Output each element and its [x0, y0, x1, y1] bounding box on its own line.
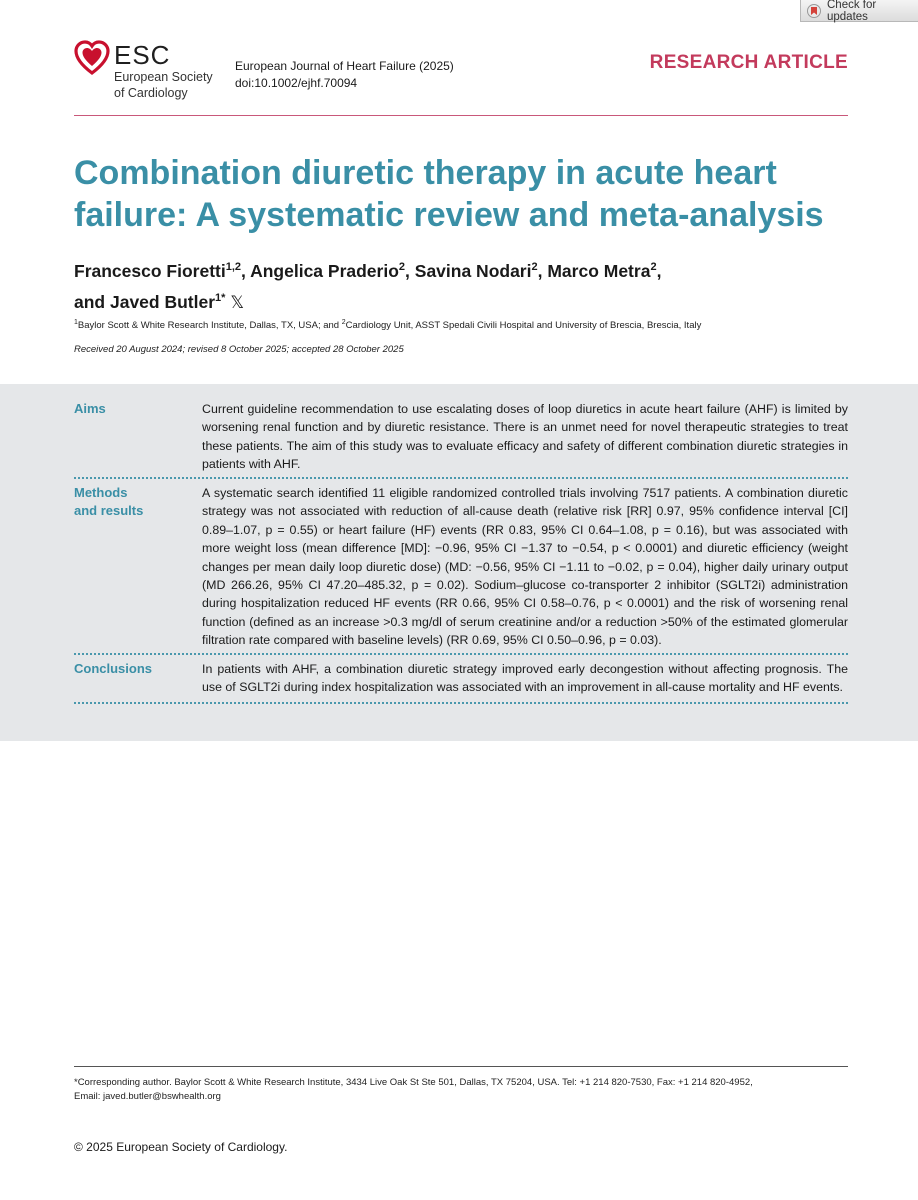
section-divider: [74, 653, 848, 655]
affiliation-text: Baylor Scott & White Research Institute, Dallas, TX, USA; and: [77, 320, 342, 332]
check-for-updates-label: Check for updates: [827, 0, 877, 23]
author-separator: ,: [537, 260, 548, 281]
conclusions-text: In patients with AHF, a combination diuretic strategy improved early decongestion without affecting prognosis. The use of SGLT2i during index hospitalization was associated with an improvement in all-cause mortality and HF events.: [202, 662, 848, 695]
logo-name-line2: of Cardiology: [114, 86, 188, 100]
affiliation-text: Cardiology Unit, ASST Spedali Civili Hospital and University of Brescia, Brescia, Italy: [345, 320, 702, 332]
esc-logo: [74, 40, 213, 100]
journal-name: European Journal of Heart Failure (2025): [235, 59, 454, 73]
crossmark-icon: [807, 4, 821, 18]
methods-heading-line1: Methods: [74, 485, 128, 500]
methods-heading-line2: and results: [74, 503, 144, 518]
aims-text: Current guideline recommendation to use escalating doses of loop diuretics in acute heart failure (AHF) is limited by worsening renal function and by diuretic resistance. There is an unmet need for novel therapeutic strategies to treat these patients. The aim of this study was to evaluate efficacy and safety of different combination diuretic strategies in patients with AHF.: [202, 402, 848, 472]
corresponding-author-note: [74, 1076, 854, 1103]
author-affiliation-marker: 1*: [215, 291, 226, 304]
section-divider: [74, 702, 848, 704]
footnote-divider: [74, 1066, 848, 1067]
author-list: [74, 254, 834, 316]
article-title: Combination diuretic therapy in acute heart failure: A systematic review and meta-analysis: [74, 154, 824, 234]
author-separator: ,: [656, 260, 662, 281]
x-social-icon[interactable]: 𝕏: [230, 292, 245, 312]
affiliations: [74, 319, 701, 331]
methods-text: A systematic search identified 11 eligible randomized controlled trials involving 7517 patients. A combination diuretic strategy was not associated with reduction of all-cause death (relative risk [RR] 0.97, 95% confidence interval [CI] 0.89–1.07, p = 0.55) or heart failure (HF) events (RR 0.83, 95% CI 0.64–1.08, p = 0.16), but was associated with more weight loss (mean difference [MD]: −0.96, 95% CI −1.37 to −0.54, p < 0.0001) and diuretic efficiency (weight changes per mean daily loop diuretic dose) (MD: −0.56, 95% CI −1.11 to −0.02, p = 0.04), higher daily urinary output (MD 266.26, 95% CI 47.20–485.32, p = 0.02). Sodium–glucose co-transporter 2 inhibitor (SGLT2i) administration during hospitalization reduced HF events (RR 0.66, 95% CI 0.58–0.76, p < 0.0001) and the risk of worsening renal function (defined as an increase >0.3 mg/dl of serum creatinine and/or a reduction >50% of the estimated glomerular filtration rate compared with baseline levels) (RR 0.69, 95% CI 0.50–0.96, p = 0.03).: [202, 486, 848, 648]
affiliation-marker: 2: [341, 319, 346, 326]
author-name[interactable]: Francesco Fioretti: [74, 260, 226, 281]
author-name[interactable]: Angelica Praderio: [250, 260, 399, 281]
article-type-label: RESEARCH ARTICLE: [649, 52, 848, 73]
journal-info: [235, 58, 454, 92]
logo-name-line1: European Society: [114, 70, 213, 84]
affiliation-marker: 1: [74, 319, 78, 326]
copyright-notice: © 2025 European Society of Cardiology.: [74, 1140, 288, 1154]
author-separator: ,: [241, 260, 251, 281]
corresponding-author-email[interactable]: Email: javed.butler@bswhealth.org: [74, 1090, 221, 1102]
section-divider: [74, 477, 848, 479]
conclusions-heading: Conclusions: [74, 661, 153, 676]
article-dates: Received 20 August 2024; revised 8 October 2025; accepted 28 October 2025: [74, 344, 404, 355]
author-affiliation-marker: 2: [398, 261, 406, 273]
methods-heading: [74, 484, 194, 520]
header-divider: [74, 115, 848, 116]
author-affiliation-marker: 2: [650, 261, 657, 273]
author-affiliation-marker: 1,2: [225, 261, 242, 273]
heart-icon: [74, 40, 110, 81]
author-affiliation-marker: 2: [531, 261, 538, 273]
aims-heading: Aims: [74, 401, 106, 416]
author-name[interactable]: Savina Nodari: [414, 260, 532, 281]
author-separator: ,: [405, 260, 415, 281]
author-name[interactable]: Marco Metra: [547, 260, 651, 281]
logo-abbreviation: ESC: [114, 40, 171, 70]
author-name[interactable]: and Javed Butler: [74, 291, 216, 312]
check-for-updates-button[interactable]: [800, 0, 918, 22]
journal-doi[interactable]: doi:10.1002/ejhf.70094: [235, 76, 358, 90]
corresponding-author-address: *Corresponding author. Baylor Scott & White Research Institute, 3434 Live Oak St Ste 501, Dallas, TX 75204, USA. Tel: +1 214 820-7530, Fax: +1 214 820-4952,: [74, 1077, 753, 1088]
